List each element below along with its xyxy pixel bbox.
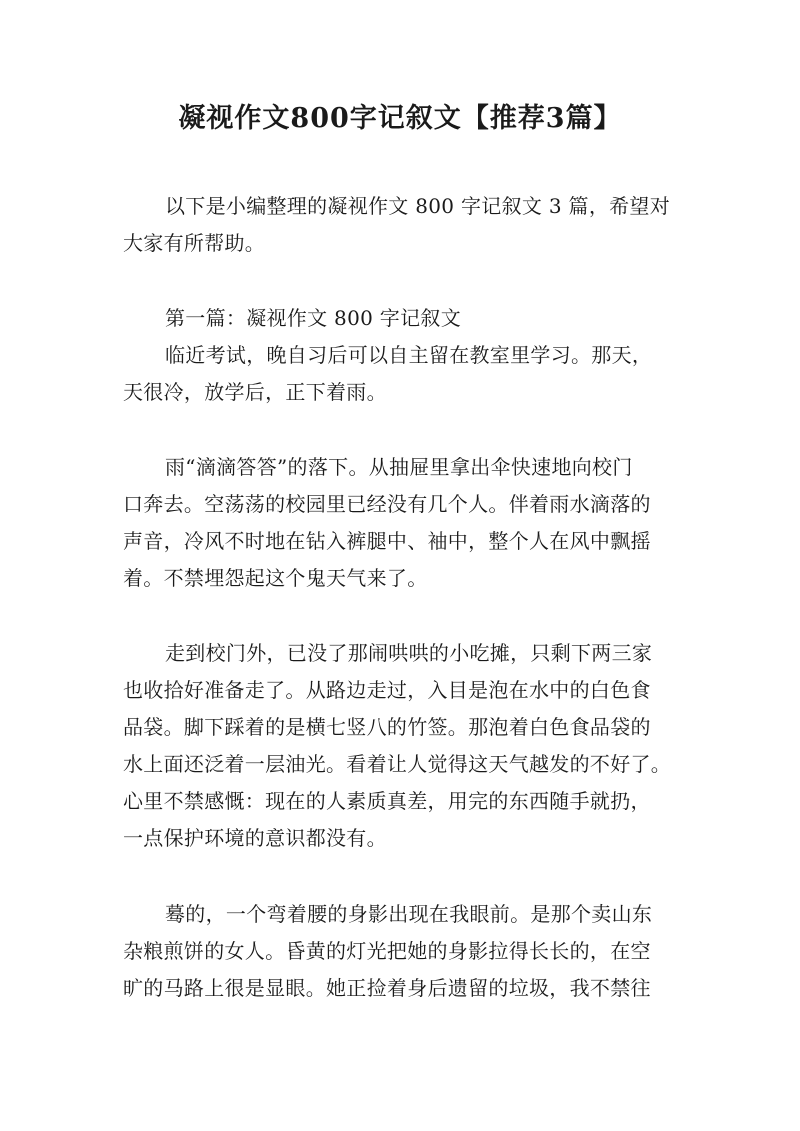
paragraph-line: 水上面还泛着一层油光。看着让人觉得这天气越发的不好了。 (123, 752, 672, 776)
paragraph-line: 口奔去。空荡荡的校园里已经没有几个人。伴着雨水滴落的 (123, 492, 651, 516)
paragraph-line: 一点保护环境的意识都没有。 (123, 826, 387, 850)
paragraph-line: 蓦的，一个弯着腰的身影出现在我眼前。是那个卖山东 (165, 902, 653, 926)
paragraph-line: 旷的马路上很是显眼。她正捡着身后遗留的垃圾，我不禁往 (123, 976, 651, 1000)
paragraph-line: 心里不禁感慨：现在的人素质真差，用完的东西随手就扔， (123, 789, 651, 813)
paragraph-line: 着。不禁埋怨起这个鬼天气来了。 (123, 566, 428, 590)
paragraph-line: 雨“滴滴答答”的落下。从抽屉里拿出伞快速地向校门 (165, 455, 633, 479)
paragraph-line: 走到校门外，已没了那闹哄哄的小吃摊，只剩下两三家 (165, 641, 653, 665)
paragraph-line: 天很冷，放学后，正下着雨。 (123, 380, 387, 404)
document-title: 凝视作文800字记叙文【推荐3篇】 (178, 103, 622, 134)
paragraph-line: 品袋。脚下踩着的是横七竖八的竹签。那泡着白色食品袋的 (123, 715, 651, 739)
paragraph-line: 声音，冷风不时地在钻入裤腿中、袖中，整个人在风中飘摇 (123, 529, 651, 553)
paragraph-line: 也收拾好准备走了。从路边走过，入目是泡在水中的白色食 (123, 678, 651, 702)
paragraph-line: 临近考试，晚自习后可以自主留在教室里学习。那天， (165, 343, 653, 367)
intro-line-2: 大家有所帮助。 (123, 231, 266, 255)
paragraph-line: 杂粮煎饼的女人。昏黄的灯光把她的身影拉得长长的，在空 (123, 939, 651, 963)
section-heading: 第一篇：凝视作文 800 字记叙文 (165, 306, 461, 330)
intro-line-1: 以下是小编整理的凝视作文 800 字记叙文 3 篇，希望对 (165, 194, 671, 218)
